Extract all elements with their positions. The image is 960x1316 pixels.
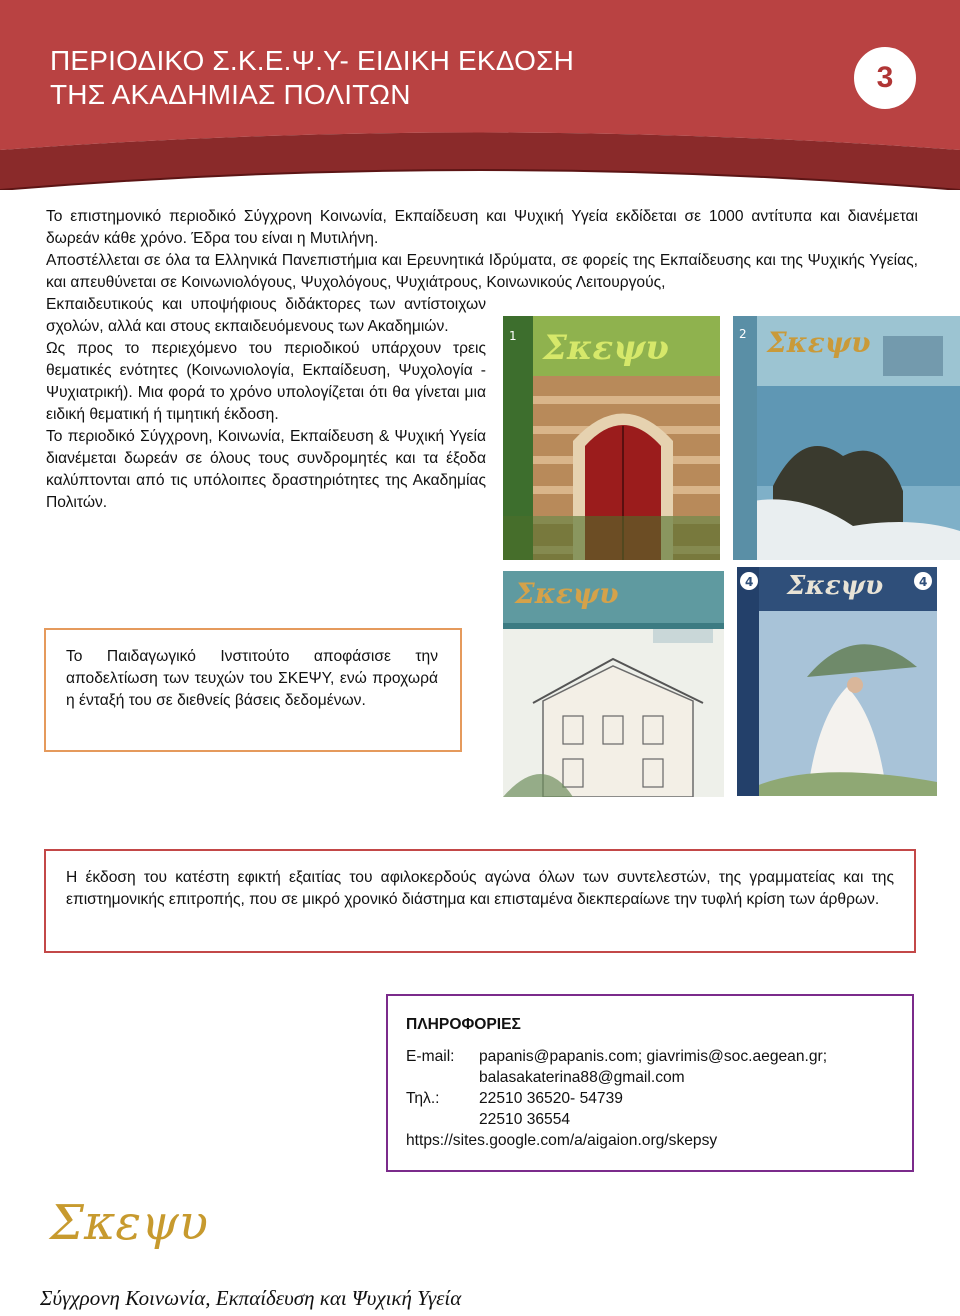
left-column-text bbox=[46, 294, 486, 514]
logo-tagline: Σύγχρονη Κοινωνία, Εκπαίδευση και Ψυχική Υγεία bbox=[40, 1286, 462, 1310]
info-email-row-2 bbox=[406, 1067, 685, 1088]
email-label: E-mail: bbox=[406, 1048, 455, 1065]
cover-4-masthead: Σκεψυ bbox=[787, 571, 884, 601]
info-email-row bbox=[406, 1046, 827, 1067]
email-line-2[interactable]: balasakaterina88@gmail.com bbox=[479, 1069, 685, 1086]
intro-paragraph-1: Το επιστημονικό περιοδικό Σύγχρονη Κοινωνία, Εκπαίδευση και Ψυχική Υγεία εκδίδεται σε 1000 αντίτυπα και διανέμεται δωρεάν κάθε χρόνο. Έδρα του είναι η Μυτιλήνη. bbox=[46, 208, 918, 247]
info-title: ΠΛΗΡΟΦΟΡΙΕΣ bbox=[406, 1016, 521, 1033]
info-box bbox=[386, 994, 914, 1172]
title-line-2: ΤΗΣ ΑΚΑΔΗΜΙΑΣ ΠΟΛΙΤΩΝ bbox=[50, 79, 411, 110]
cover-1-masthead: Σκεψυ bbox=[543, 328, 669, 368]
cover-issue-4 bbox=[737, 567, 937, 796]
cover-4-number-right: 4 bbox=[919, 575, 928, 589]
phone-label: Τηλ.: bbox=[406, 1090, 440, 1107]
paragraph-2-end: Εκπαιδευτικούς και υποψήφιους διδάκτορες των αντίστοιχων σχολών, αλλά και στους εκπαιδευόμενους των Ακαδημιών. bbox=[46, 296, 486, 335]
cover-3-masthead: Σκεψυ bbox=[515, 577, 619, 610]
title-line-1: ΠΕΡΙΟΔΙΚΟ Σ.Κ.Ε.Ψ.Υ- ΕΙΔΙΚΗ ΕΚΔΟΣΗ bbox=[50, 45, 574, 76]
phone-line-2: 22510 36554 bbox=[479, 1111, 571, 1128]
info-website[interactable]: https://sites.google.com/a/aigaion.org/skepsy bbox=[406, 1132, 718, 1149]
paragraph-4: Το περιοδικό Σύγχρονη, Κοινωνία, Εκπαίδευση & Ψυχική Υγεία διανέμεται δωρεάν σε όλους τους συνδρομητές και τα έξοδα καλύπτονται από τις υπόλοιπες δραστηριότητες της Ακαδημίας Πολιτών. bbox=[46, 428, 486, 511]
notice-acknowledgement-text: Η έκδοση του κατέστη εφικτή εξαιτίας του αφιλοκερδούς αγώνα όλων των συντελεστών, της γραμματείας και της επιστημονικής επιτροπής, που σε μικρό χρονικό διάστημα και επισταμένα διεκπεραίωνε την τυφλή κρίση των άρθρων. bbox=[66, 869, 894, 908]
notice-box-acknowledgement bbox=[44, 849, 916, 953]
notice-pedagogical-text: Το Παιδαγωγικό Ινστιτούτο αποφάσισε την αποδελτίωση των τευχών του ΣΚΕΨΥ, ενώ προχωρά η ένταξή του σε διεθνείς βάσεις δεδομένων. bbox=[66, 648, 438, 709]
cover-4-number-left: 4 bbox=[745, 575, 754, 589]
cover-issue-2 bbox=[733, 316, 960, 560]
intro-text bbox=[46, 206, 918, 294]
cover-2-number: 2 bbox=[739, 327, 747, 341]
page-number-badge: 3 bbox=[851, 44, 919, 112]
cover-issue-1 bbox=[503, 316, 720, 560]
phone-line-1: 22510 36520- 54739 bbox=[479, 1090, 623, 1107]
notice-box-pedagogical bbox=[44, 628, 462, 752]
cover-2-masthead: Σκεψυ bbox=[767, 326, 871, 359]
paragraph-3: Ως προς το περιεχόμενο του περιοδικού υπάρχουν τρεις θεματικές ενότητες (Κοινωνιολογία, Εκπαίδευση, Ψυχολογία - Ψυχιατρική). Μια φορά το χρόνο υπολογίζεται ότι θα γίνεται μια ειδική θεματική ή τιμητική έκδοση. bbox=[46, 340, 486, 423]
cover-issue-3 bbox=[503, 571, 724, 797]
intro-paragraph-2: Αποστέλλεται σε όλα τα Ελληνικά Πανεπιστήμια και Ερευνητικά Ιδρύματα, σε φορείς της Εκπαίδευσης και της Ψυχικής Υγείας, και απευθύνεται σε Κοινωνιολόγους, Ψυχολόγους, Ψυχιάτρους, Κοινωνικούς Λειτουργούς, bbox=[46, 252, 918, 291]
page-title bbox=[50, 44, 574, 112]
info-phone-row-2 bbox=[406, 1109, 570, 1130]
email-line-1[interactable]: papanis@papanis.com; giavrimis@soc.aegean.gr; bbox=[479, 1048, 828, 1065]
info-phone-row bbox=[406, 1088, 623, 1109]
cover-1-number: 1 bbox=[509, 329, 517, 343]
logo-mark: Σκεψυ bbox=[50, 1195, 208, 1251]
page-header bbox=[0, 0, 960, 190]
